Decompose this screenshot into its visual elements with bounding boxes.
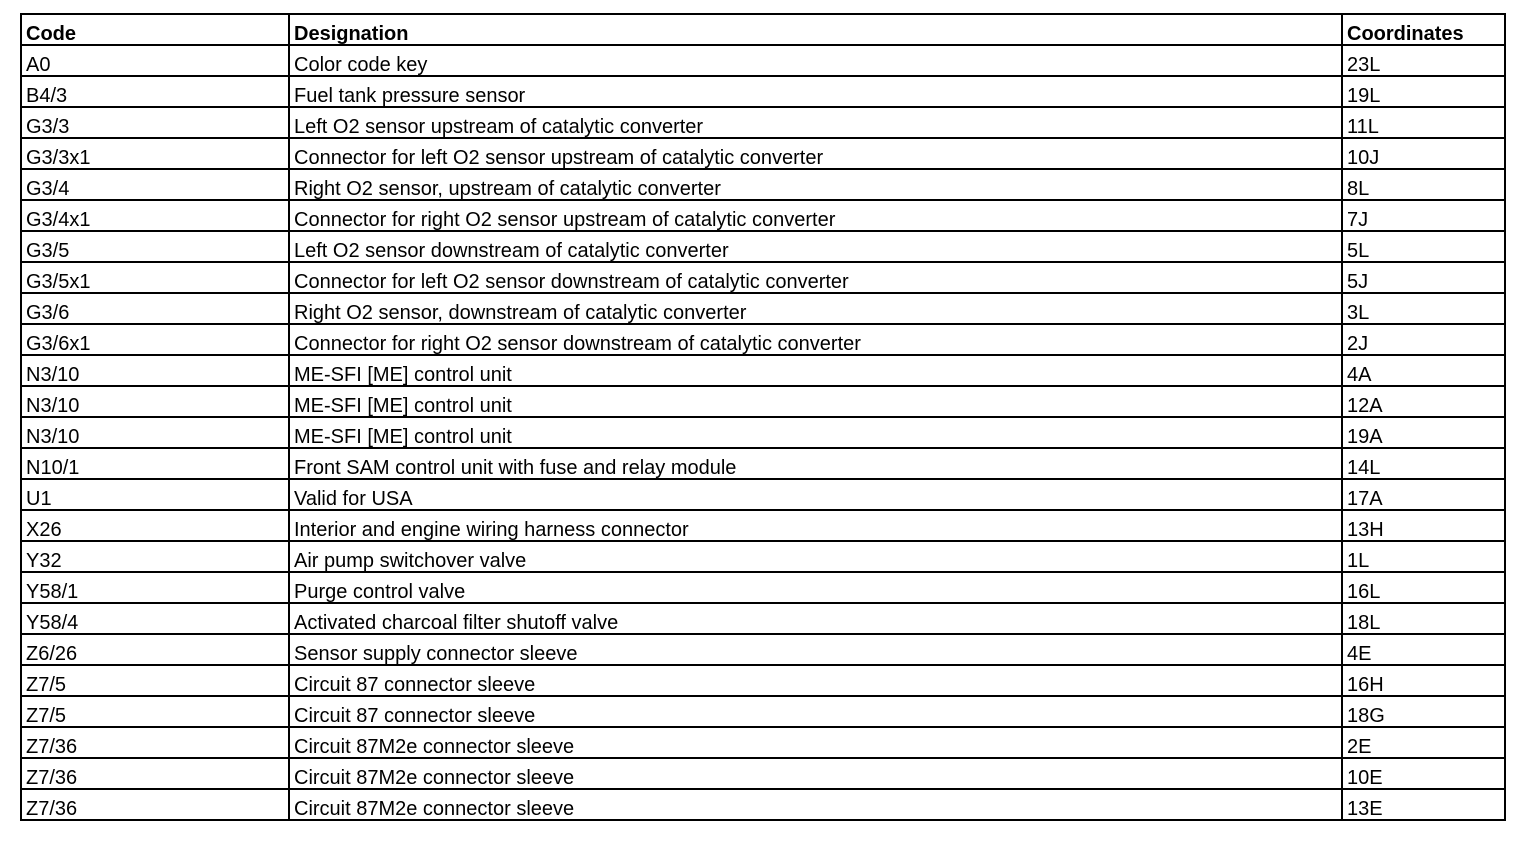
cell-code: N3/10 [21, 417, 289, 448]
cell-coordinates: 17A [1342, 479, 1505, 510]
cell-coordinates: 5J [1342, 262, 1505, 293]
cell-designation: Left O2 sensor downstream of catalytic converter [289, 231, 1342, 262]
table-row [21, 293, 1505, 324]
cell-code: Z7/36 [21, 727, 289, 758]
cell-code: G3/4x1 [21, 200, 289, 231]
cell-designation: Activated charcoal filter shutoff valve [289, 603, 1342, 634]
table-row [21, 665, 1505, 696]
table-row [21, 696, 1505, 727]
cell-designation: Circuit 87M2e connector sleeve [289, 727, 1342, 758]
cell-code: Y32 [21, 541, 289, 572]
cell-designation: ME-SFI [ME] control unit [289, 386, 1342, 417]
cell-code: X26 [21, 510, 289, 541]
header-designation: Designation [289, 14, 1342, 45]
cell-coordinates: 16L [1342, 572, 1505, 603]
cell-coordinates: 3L [1342, 293, 1505, 324]
table-header [21, 14, 1505, 45]
table-row [21, 572, 1505, 603]
table-row [21, 45, 1505, 76]
cell-designation: Right O2 sensor, downstream of catalytic converter [289, 293, 1342, 324]
table-row [21, 107, 1505, 138]
table-row [21, 76, 1505, 107]
cell-designation: Circuit 87M2e connector sleeve [289, 758, 1342, 789]
table-row [21, 262, 1505, 293]
header-row [21, 14, 1505, 45]
cell-designation: Valid for USA [289, 479, 1342, 510]
cell-code: N3/10 [21, 355, 289, 386]
cell-coordinates: 10E [1342, 758, 1505, 789]
table-row [21, 231, 1505, 262]
cell-code: G3/4 [21, 169, 289, 200]
table-row [21, 324, 1505, 355]
table-row [21, 200, 1505, 231]
cell-designation: Air pump switchover valve [289, 541, 1342, 572]
cell-coordinates: 13E [1342, 789, 1505, 820]
header-code: Code [21, 14, 289, 45]
cell-code: N10/1 [21, 448, 289, 479]
cell-designation: Color code key [289, 45, 1342, 76]
cell-code: G3/6 [21, 293, 289, 324]
cell-code: Z7/5 [21, 665, 289, 696]
cell-designation: Left O2 sensor upstream of catalytic converter [289, 107, 1342, 138]
cell-code: G3/5x1 [21, 262, 289, 293]
table-row [21, 541, 1505, 572]
cell-designation: Connector for right O2 sensor downstream of catalytic converter [289, 324, 1342, 355]
cell-code: Z7/5 [21, 696, 289, 727]
table-row [21, 417, 1505, 448]
cell-designation: Purge control valve [289, 572, 1342, 603]
cell-code: Z6/26 [21, 634, 289, 665]
cell-coordinates: 5L [1342, 231, 1505, 262]
table-row [21, 758, 1505, 789]
cell-designation: Fuel tank pressure sensor [289, 76, 1342, 107]
cell-coordinates: 18G [1342, 696, 1505, 727]
table-row [21, 510, 1505, 541]
cell-designation: Connector for left O2 sensor downstream of catalytic converter [289, 262, 1342, 293]
component-legend-table [20, 13, 1506, 821]
cell-code: G3/5 [21, 231, 289, 262]
table-row [21, 727, 1505, 758]
cell-designation: ME-SFI [ME] control unit [289, 355, 1342, 386]
cell-coordinates: 13H [1342, 510, 1505, 541]
table-row [21, 789, 1505, 820]
cell-designation: Circuit 87M2e connector sleeve [289, 789, 1342, 820]
header-coordinates: Coordinates [1342, 14, 1505, 45]
cell-code: Z7/36 [21, 789, 289, 820]
cell-coordinates: 1L [1342, 541, 1505, 572]
cell-code: A0 [21, 45, 289, 76]
cell-designation: Front SAM control unit with fuse and relay module [289, 448, 1342, 479]
cell-designation: Connector for left O2 sensor upstream of catalytic converter [289, 138, 1342, 169]
cell-coordinates: 16H [1342, 665, 1505, 696]
table-row [21, 479, 1505, 510]
table-row [21, 355, 1505, 386]
cell-code: Y58/1 [21, 572, 289, 603]
cell-code: B4/3 [21, 76, 289, 107]
cell-code: U1 [21, 479, 289, 510]
cell-code: N3/10 [21, 386, 289, 417]
cell-coordinates: 4A [1342, 355, 1505, 386]
cell-designation: Sensor supply connector sleeve [289, 634, 1342, 665]
cell-coordinates: 2E [1342, 727, 1505, 758]
table-row [21, 603, 1505, 634]
cell-code: Y58/4 [21, 603, 289, 634]
cell-code: G3/3x1 [21, 138, 289, 169]
cell-designation: ME-SFI [ME] control unit [289, 417, 1342, 448]
cell-coordinates: 10J [1342, 138, 1505, 169]
table-row [21, 634, 1505, 665]
cell-designation: Circuit 87 connector sleeve [289, 696, 1342, 727]
table-body [21, 45, 1505, 820]
table-row [21, 386, 1505, 417]
cell-coordinates: 4E [1342, 634, 1505, 665]
cell-designation: Circuit 87 connector sleeve [289, 665, 1342, 696]
cell-coordinates: 23L [1342, 45, 1505, 76]
cell-coordinates: 2J [1342, 324, 1505, 355]
cell-coordinates: 8L [1342, 169, 1505, 200]
cell-code: Z7/36 [21, 758, 289, 789]
table-row [21, 448, 1505, 479]
cell-coordinates: 14L [1342, 448, 1505, 479]
table-row [21, 138, 1505, 169]
cell-designation: Connector for right O2 sensor upstream of catalytic converter [289, 200, 1342, 231]
cell-coordinates: 19L [1342, 76, 1505, 107]
cell-coordinates: 18L [1342, 603, 1505, 634]
cell-coordinates: 19A [1342, 417, 1505, 448]
table-row [21, 169, 1505, 200]
cell-coordinates: 11L [1342, 107, 1505, 138]
cell-code: G3/3 [21, 107, 289, 138]
cell-coordinates: 12A [1342, 386, 1505, 417]
cell-coordinates: 7J [1342, 200, 1505, 231]
cell-designation: Interior and engine wiring harness connector [289, 510, 1342, 541]
cell-designation: Right O2 sensor, upstream of catalytic converter [289, 169, 1342, 200]
cell-code: G3/6x1 [21, 324, 289, 355]
